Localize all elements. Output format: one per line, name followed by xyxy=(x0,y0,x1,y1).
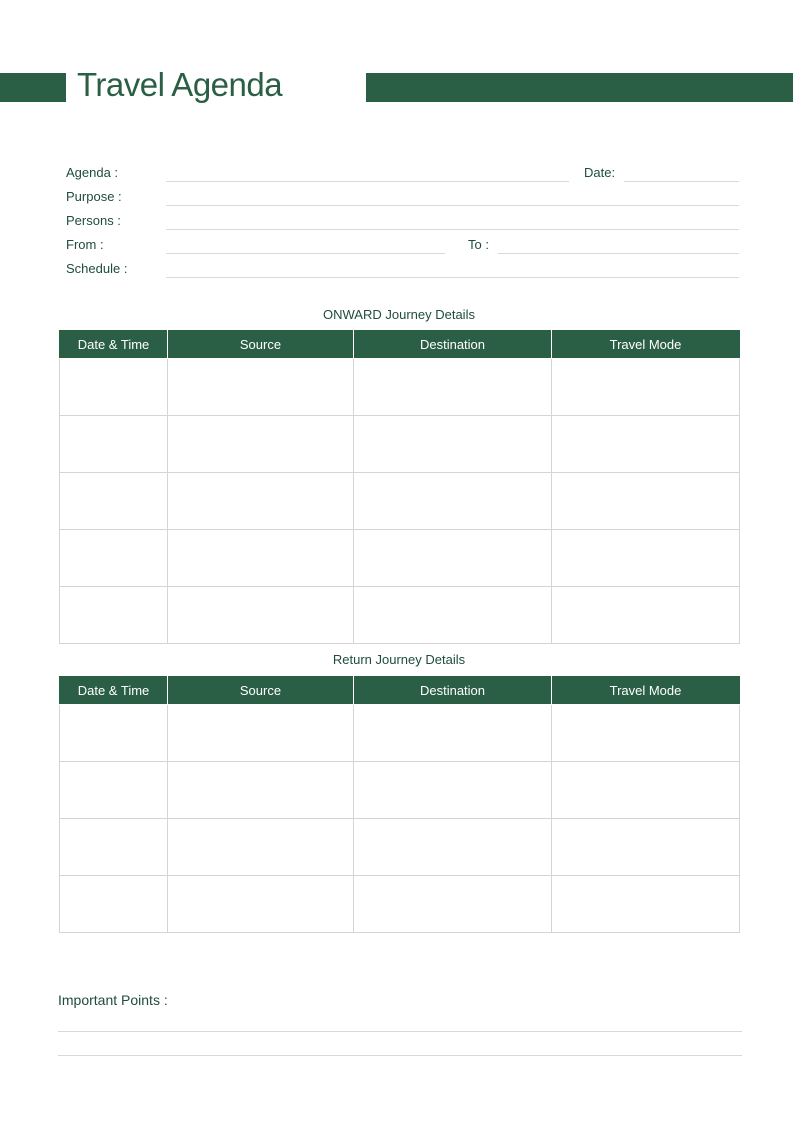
return-table xyxy=(59,676,740,933)
from-label: From : xyxy=(66,237,104,252)
table-cell[interactable] xyxy=(60,359,168,416)
table-cell[interactable] xyxy=(60,473,168,530)
table-cell[interactable] xyxy=(354,587,552,644)
table-row xyxy=(60,416,740,473)
col-destination: Destination xyxy=(354,677,552,705)
date-field[interactable] xyxy=(624,181,739,182)
agenda-label: Agenda : xyxy=(66,165,119,180)
table-cell[interactable] xyxy=(552,473,740,530)
table-cell[interactable] xyxy=(552,416,740,473)
col-date-time: Date & Time xyxy=(60,331,168,359)
onward-header-row xyxy=(60,331,740,359)
table-cell[interactable] xyxy=(168,705,354,762)
purpose-field[interactable] xyxy=(166,205,739,206)
agenda-field[interactable] xyxy=(166,181,569,182)
table-cell[interactable] xyxy=(552,530,740,587)
table-row xyxy=(60,473,740,530)
important-points-line-1[interactable] xyxy=(58,1031,742,1032)
table-row xyxy=(60,359,740,416)
to-label: To : xyxy=(468,237,489,252)
important-points-label: Important Points : xyxy=(58,992,168,1008)
table-row xyxy=(60,587,740,644)
table-cell[interactable] xyxy=(354,876,552,933)
col-date-time: Date & Time xyxy=(60,677,168,705)
schedule-label: Schedule : xyxy=(66,261,128,276)
table-cell[interactable] xyxy=(60,705,168,762)
table-cell[interactable] xyxy=(354,762,552,819)
onward-table xyxy=(59,330,740,644)
important-points-line-2[interactable] xyxy=(58,1055,742,1056)
col-source: Source xyxy=(168,677,354,705)
table-row xyxy=(60,530,740,587)
table-cell[interactable] xyxy=(168,762,354,819)
table-cell[interactable] xyxy=(60,876,168,933)
table-cell[interactable] xyxy=(552,819,740,876)
table-cell[interactable] xyxy=(354,359,552,416)
table-cell[interactable] xyxy=(552,705,740,762)
table-row xyxy=(60,762,740,819)
table-cell[interactable] xyxy=(354,416,552,473)
onward-caption: ONWARD Journey Details xyxy=(323,307,475,322)
table-cell[interactable] xyxy=(354,819,552,876)
header-band-left xyxy=(0,73,66,102)
date-label: Date: xyxy=(584,165,616,180)
table-cell[interactable] xyxy=(552,876,740,933)
table-cell[interactable] xyxy=(168,530,354,587)
purpose-label: Purpose : xyxy=(66,189,122,204)
return-caption: Return Journey Details xyxy=(332,652,466,667)
table-cell[interactable] xyxy=(552,587,740,644)
table-cell[interactable] xyxy=(168,587,354,644)
table-row xyxy=(60,705,740,762)
header-band-right xyxy=(366,73,793,102)
table-cell[interactable] xyxy=(168,359,354,416)
persons-label: Persons : xyxy=(66,213,121,228)
table-cell[interactable] xyxy=(60,587,168,644)
table-cell[interactable] xyxy=(168,819,354,876)
col-travel-mode: Travel Mode xyxy=(552,331,740,359)
table-cell[interactable] xyxy=(60,762,168,819)
col-source: Source xyxy=(168,331,354,359)
table-cell[interactable] xyxy=(354,705,552,762)
to-field[interactable] xyxy=(498,253,739,254)
col-travel-mode: Travel Mode xyxy=(552,677,740,705)
table-cell[interactable] xyxy=(60,530,168,587)
table-cell[interactable] xyxy=(60,416,168,473)
return-header-row xyxy=(60,677,740,705)
from-field[interactable] xyxy=(166,253,445,254)
table-cell[interactable] xyxy=(354,473,552,530)
table-cell[interactable] xyxy=(168,416,354,473)
table-row xyxy=(60,876,740,933)
page-title: Travel Agenda xyxy=(77,66,283,103)
table-row xyxy=(60,819,740,876)
col-destination: Destination xyxy=(354,331,552,359)
table-cell[interactable] xyxy=(552,359,740,416)
table-cell[interactable] xyxy=(552,762,740,819)
persons-field[interactable] xyxy=(166,229,739,230)
table-cell[interactable] xyxy=(60,819,168,876)
table-cell[interactable] xyxy=(168,876,354,933)
schedule-field[interactable] xyxy=(166,277,739,278)
table-cell[interactable] xyxy=(354,530,552,587)
table-cell[interactable] xyxy=(168,473,354,530)
